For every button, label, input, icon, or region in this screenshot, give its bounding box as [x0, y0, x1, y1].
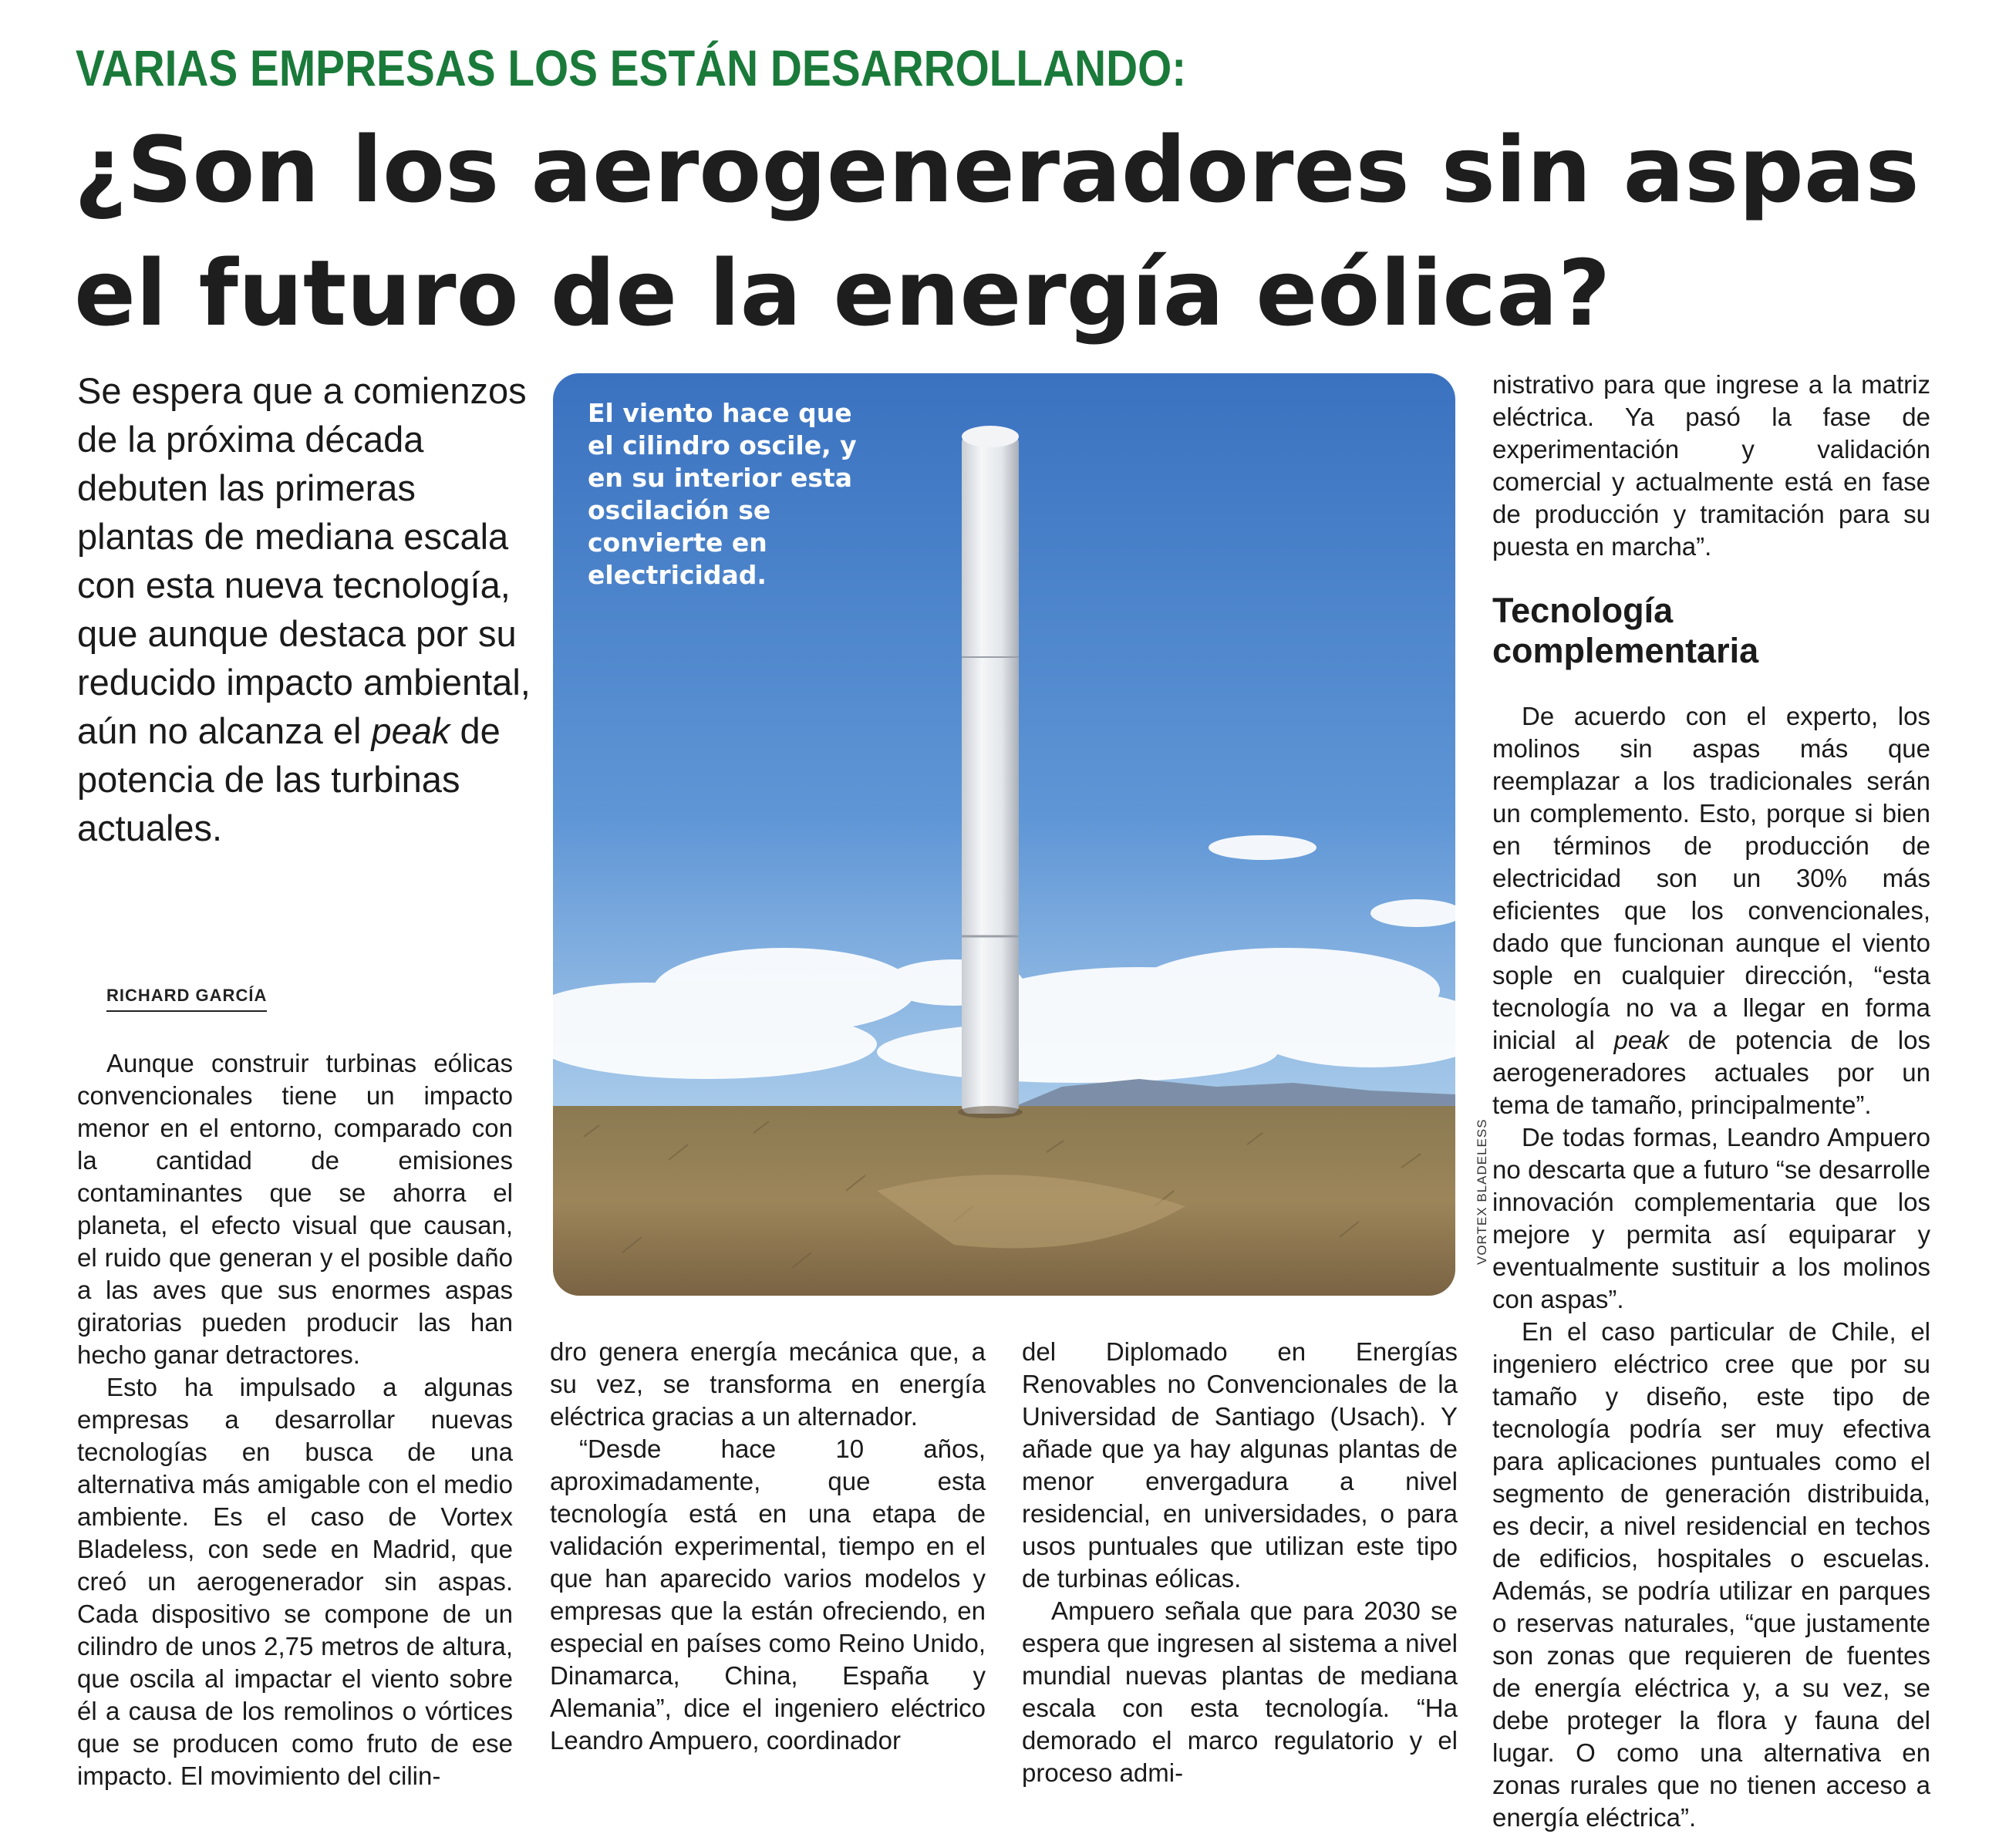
- bladeless-turbine: [958, 426, 1023, 1118]
- paragraph: nistrativo para que ingrese a la matriz eléctrica. Ya pasó la fase de experimentación y validación comercial y actualmente está en fase de producción y tramitación para su puesta en marcha”.: [1492, 370, 1930, 561]
- body-column-1: [77, 1047, 513, 1792]
- lede-text-start: Se espera que a comienzos de la próxima década debuten las primeras plantas de mediana escala con esta nueva tecnología, que aunque destaca por su reducido impacto ambiental, aún no alcanza el: [77, 370, 531, 751]
- paragraph: Ampuero señala que para 2030 se espera que ingresen al sistema a nivel mundial nuevas plantas de mediana escala con esta tecnología. “Ha demorado el marco regulatorio y el proceso admi-: [1022, 1596, 1458, 1787]
- paragraph: del Diplomado en Energías Renovables no Convencionales de la Universidad de Santiago (Usach). Y añade que ya hay algunas plantas de menor envergadura a nivel residencial, en universidades, o para usos puntuales que utilizan este tipo de turbinas eólicas.: [1022, 1337, 1458, 1593]
- body-column-4: [1492, 369, 1930, 1834]
- kicker: VARIAS EMPRESAS LOS ESTÁN DESARROLLANDO:: [76, 39, 1187, 96]
- lede-text-end: de potencia de las turbinas actuales.: [77, 710, 501, 848]
- paragraph: De todas formas, Leandro Ampuero no descarta que a futuro “se desarrolle innovación complementaria que los mejore y permita así equiparar y eventualmente sustituir a los molinos con aspas”.: [1492, 1123, 1930, 1313]
- paragraph: “Desde hace 10 años, aproximadamente, que esta tecnología está en una etapa de validación experimental, tiempo en el que han aparecido varios modelos y empresas que la están ofreciendo, en especial en países como Reino Unido, Dinamarca, China, España y Alemania”, dice el ingeniero eléctrico Leandro Ampuero, coordinador: [550, 1434, 986, 1755]
- body-column-3: [1022, 1336, 1458, 1789]
- paragraph: En el caso particular de Chile, el ingeniero eléctrico cree que por su tamaño y diseño, este tipo de tecnología podría ser muy efectiva para aplicaciones puntuales como el segmento de generación distribuida, es decir, a nivel residencial en techos de edificios, hospitales o escuelas. Además, se podría utilizar en parques o reservas naturales, “que justamente son zonas que requieren de fuentes de energía eléctrica y, a su vez, se debe proteger la flora y fauna del lugar. O como una alternativa en zonas rurales que no tienen acceso a energía eléctrica”.: [1492, 1317, 1930, 1832]
- paragraph-emphasis: peak: [1613, 1026, 1670, 1054]
- photo-caption: El viento hace que el cilindro oscile, y en su interior esta oscilación se convierte en electricidad.: [588, 398, 857, 590]
- lede-emphasis: peak: [371, 710, 450, 751]
- paragraph: Esto ha impulsado a algunas empresas a desarrollar nuevas tecnologías en busca de una alternativa más amigable con el medio ambiente. Es el caso de Vortex Bladeless, con sede en Madrid, que creó un aerogenerador sin aspas. Cada dispositivo se compone de un cilindro de unos 2,75 metros de altura, que oscila al impactar el viento sobre él a causa de los remolinos o vórtices que se producen como fruto de ese impacto. El movimiento del cilin-: [77, 1373, 513, 1790]
- lede-text: [77, 366, 540, 852]
- body-column-2: [550, 1336, 986, 1757]
- headline: [74, 108, 1987, 355]
- headline-line-2: el futuro de la energía eólica?: [74, 240, 1611, 346]
- paragraph-end: de potencia de los aerogeneradores actuales por un tema de tamaño, principalmente”.: [1492, 1026, 1930, 1119]
- byline: RICHARD GARCÍA: [106, 986, 267, 1012]
- subheading: Tecnología complementaria: [1492, 591, 1759, 670]
- headline-line-1: ¿Son los aerogeneradores sin aspas: [74, 116, 1920, 223]
- lede: [77, 366, 540, 852]
- paragraph: [1492, 700, 1930, 1121]
- paragraph-start: De acuerdo con el experto, los molinos sin aspas más que reemplazar a los tradicionales serán un complemento. Esto, porque si bien en términos de producción de electricidad son un 30% más eficientes que los convencionales, dado que funcionan aunque el viento sople en cualquier dirección, “esta tecnología no va a llegar en forma inicial al: [1492, 702, 1930, 1054]
- paragraph: Aunque construir turbinas eólicas convencionales tiene un impacto menor en el entorno, comparado con la cantidad de emisiones contaminantes que se ahorra el planeta, el efecto visual que causan, el ruido que generan y el posible daño a las aves que sus enormes aspas giratorias pueden producir las han hecho ganar detractores.: [77, 1049, 513, 1369]
- photo-credit: VORTEX BLADELESS: [1475, 1118, 1489, 1265]
- paragraph: dro genera energía mecánica que, a su vez, se transforma en energía eléctrica gracias a un alternador.: [550, 1337, 986, 1431]
